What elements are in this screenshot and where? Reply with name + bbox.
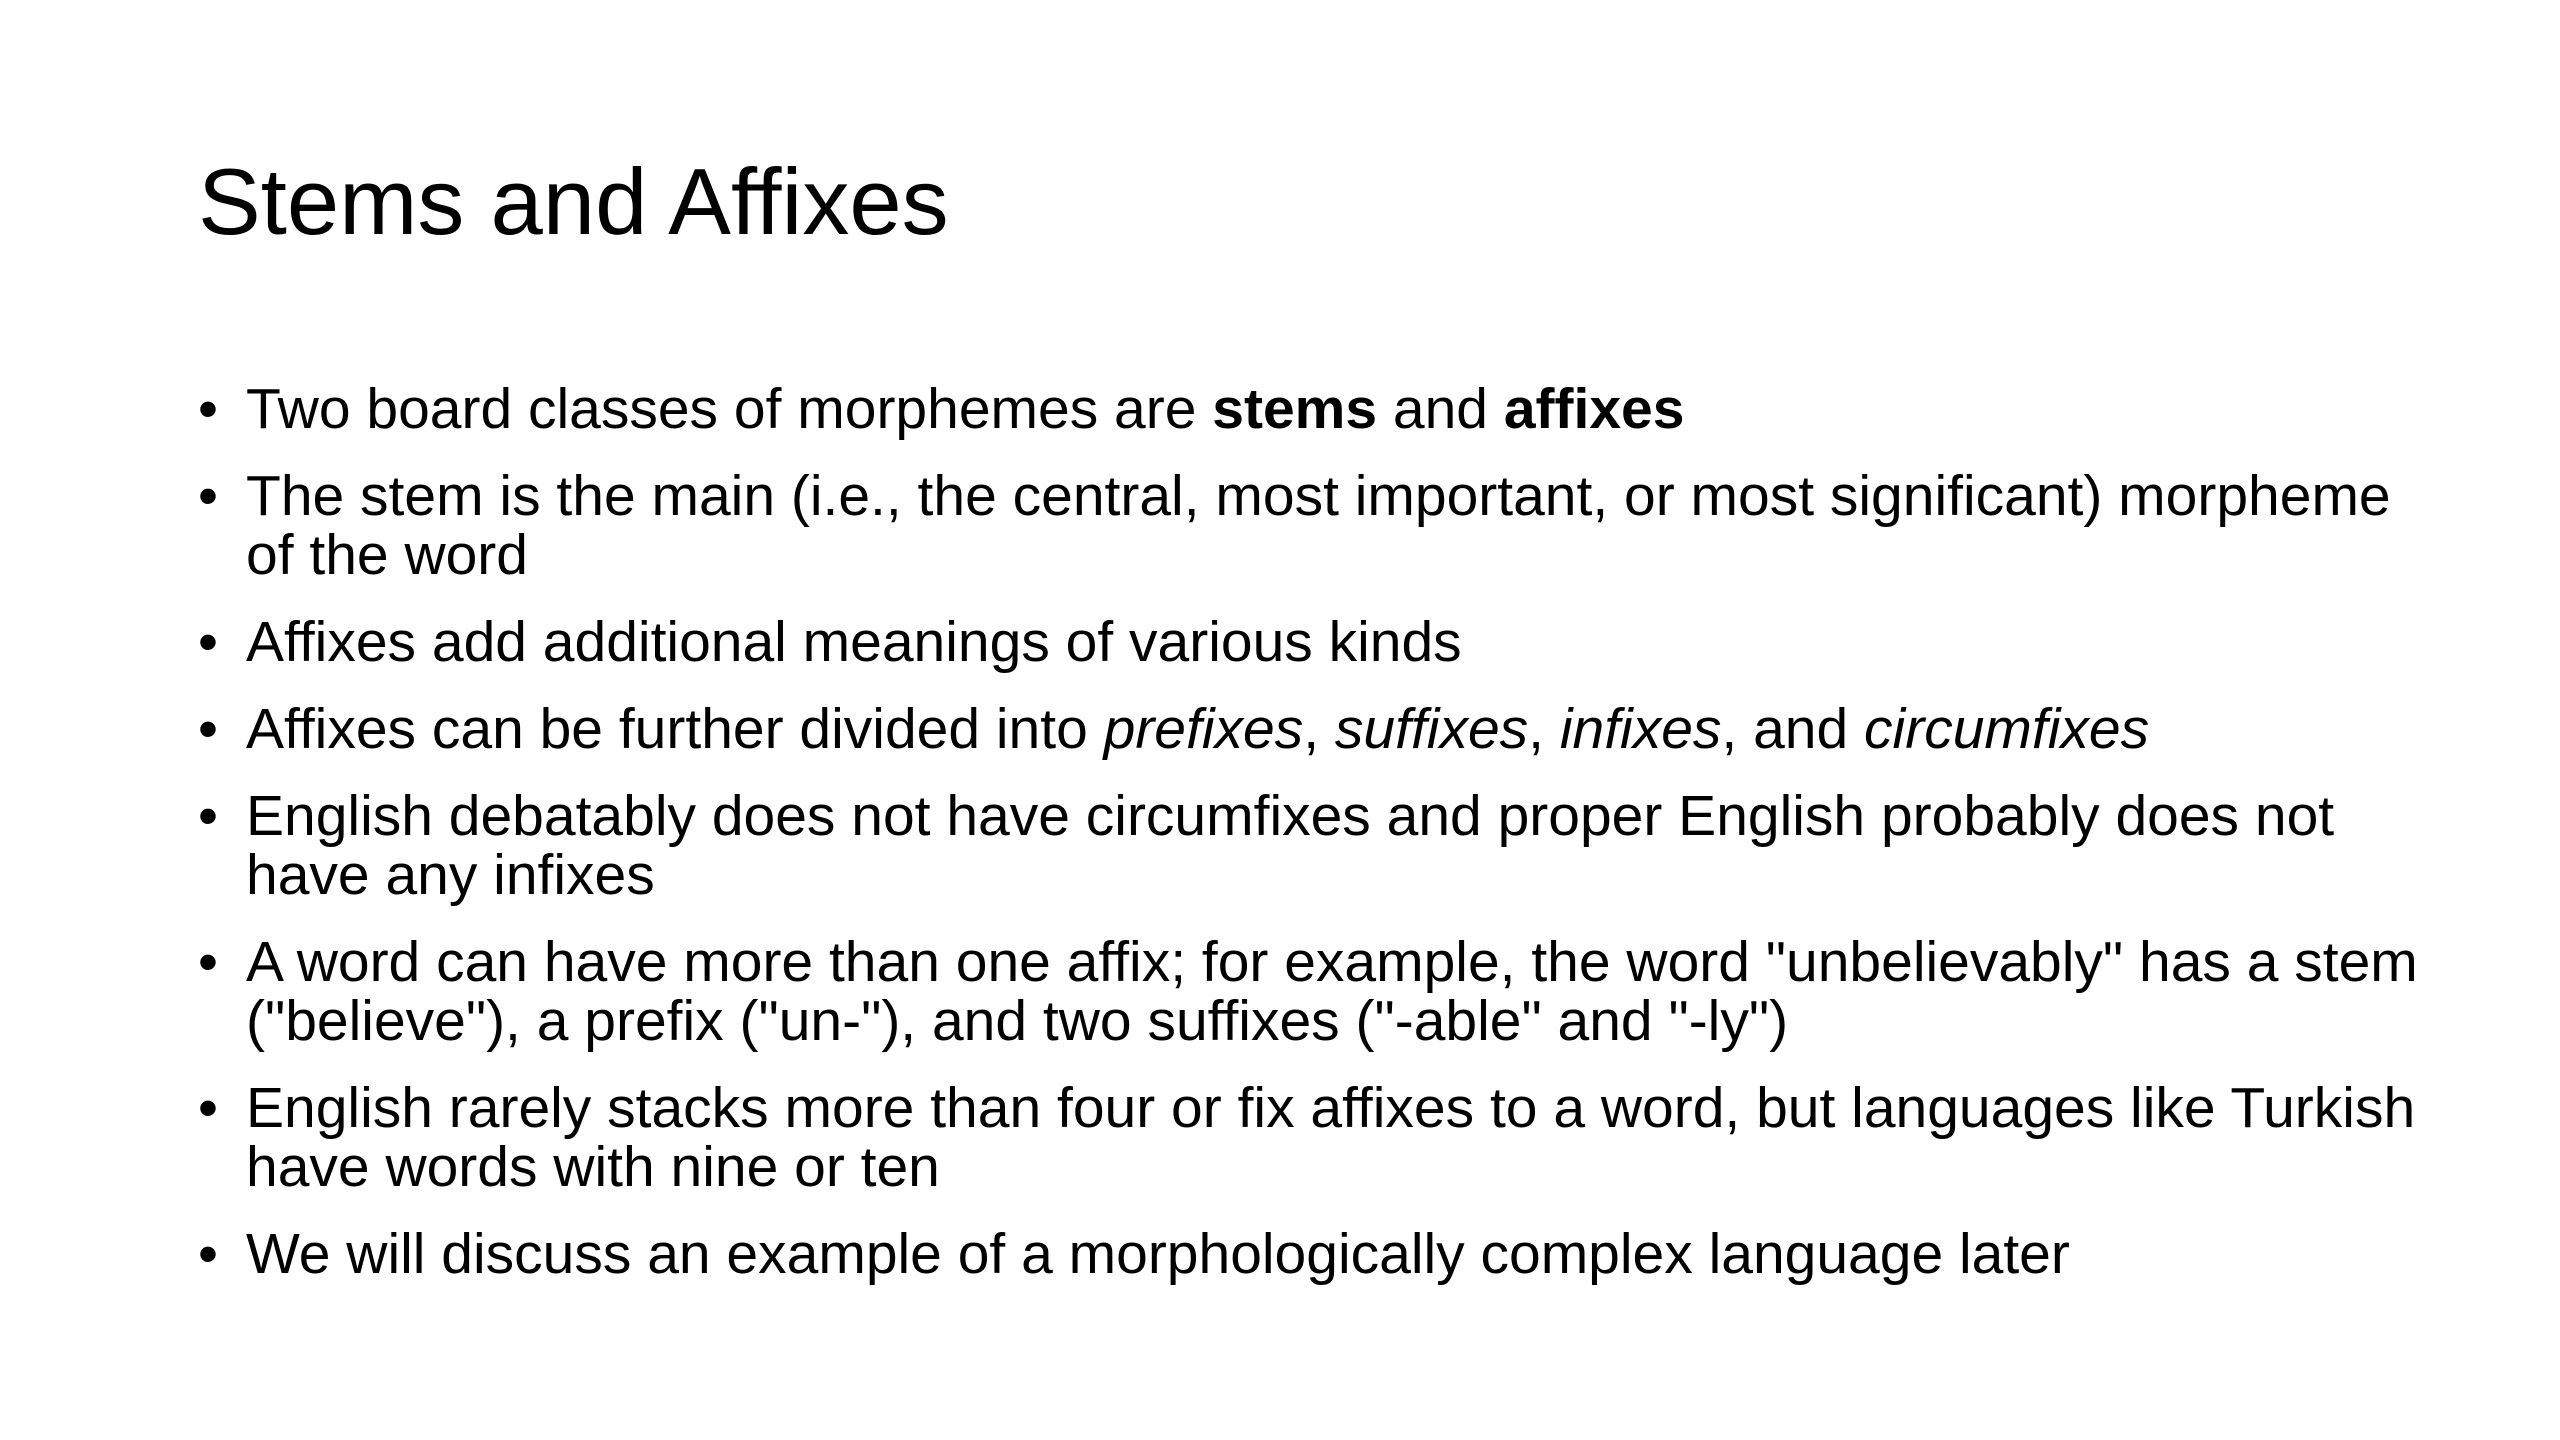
bullet-text-segment: affixes (1503, 377, 1685, 441)
bullet-text-segment: Affixes can be further divided into (246, 697, 1104, 761)
bullet-text-segment: , (1528, 697, 1560, 761)
bullet-text-segment: Two board classes of morphemes are (246, 377, 1213, 441)
bullet-dot-icon: • (198, 1222, 218, 1286)
bullet-text-segment: We will discuss an example of a morphologically complex language later (246, 1222, 2070, 1286)
bullet-text-segment: prefixes (1103, 697, 1304, 761)
bullet-dot-icon: • (198, 930, 218, 994)
bullet-text-segment: circumfixes (1864, 697, 2150, 761)
bullet-dot-icon: • (198, 610, 218, 674)
bullet-item (198, 1222, 2428, 1286)
bullet-dot-icon: • (198, 784, 218, 848)
bullet-dot-icon: • (198, 1076, 218, 1140)
bullet-item (198, 697, 2428, 761)
bullet-item (198, 1076, 2428, 1199)
bullet-text-segment: English rarely stacks more than four or fix affixes to a word, but languages like Turkish have words with nine or ten (246, 1076, 2416, 1199)
bullet-item (198, 784, 2428, 907)
slide-title: Stems and Affixes (198, 149, 949, 254)
bullet-text-segment: stems (1212, 377, 1378, 441)
bullet-list (198, 377, 2428, 1312)
bullet-text-segment: and (1377, 377, 1504, 441)
bullet-dot-icon: • (198, 464, 218, 528)
bullet-item (198, 464, 2428, 587)
bullet-text-segment: Affixes add additional meanings of various kinds (246, 610, 1462, 674)
bullet-text-segment: suffixes (1334, 697, 1529, 761)
bullet-text-segment: infixes (1559, 697, 1722, 761)
bullet-dot-icon: • (198, 377, 218, 441)
bullet-text-segment: A word can have more than one affix; for example, the word "unbelievably" has a stem ("believe"), a prefix ("un-"), and two suffixes ("-able" and "-ly") (246, 930, 2418, 1053)
bullet-item (198, 610, 2428, 674)
bullet-item (198, 377, 2428, 441)
bullet-dot-icon: • (198, 697, 218, 761)
bullet-text-segment: , and (1721, 697, 1865, 761)
bullet-text-segment: English debatably does not have circumfixes and proper English probably does not have any infixes (246, 784, 2335, 907)
bullet-text-segment: , (1303, 697, 1335, 761)
bullet-item (198, 930, 2428, 1053)
bullet-text-segment: The stem is the main (i.e., the central, most important, or most significant) morpheme of the word (246, 464, 2391, 587)
